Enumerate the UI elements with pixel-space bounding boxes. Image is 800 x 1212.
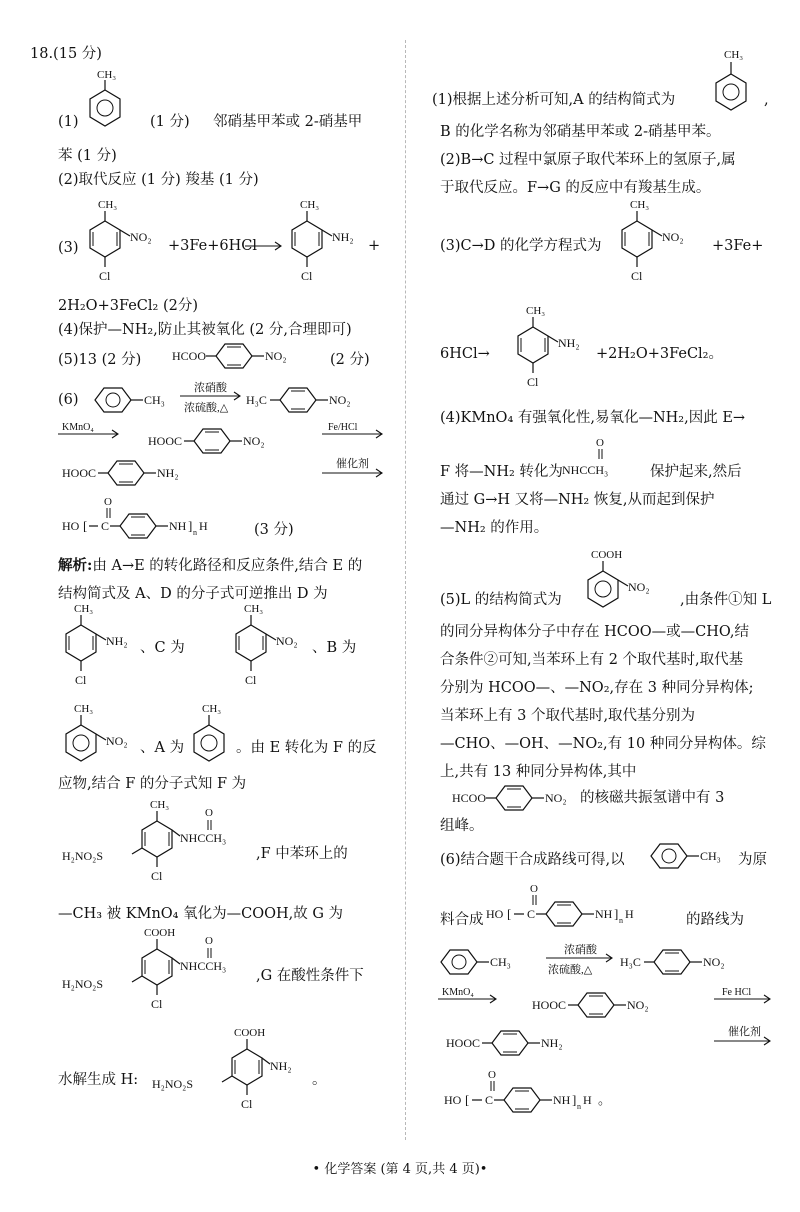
svg-text:Cl: Cl xyxy=(151,869,163,883)
compound-l-structure xyxy=(578,546,688,621)
svg-text:COOH: COOH xyxy=(591,549,623,561)
analysis-line-4: 应物,结合 F 的分子式知 F 为 xyxy=(58,776,247,792)
synthesis-route-left xyxy=(60,378,390,558)
svg-text:NH: NH xyxy=(595,907,613,921)
compound-f-analysis xyxy=(62,796,262,896)
right-r14: 分别为 HCOO—、—NO₂,存在 3 种同分异构体; xyxy=(440,680,754,696)
right-r4: 于取代反应。F→G 的反应中有羧基生成。 xyxy=(440,180,711,196)
svg-text:NH₂: NH₂ xyxy=(270,1059,292,1073)
svg-text:NH₂: NH₂ xyxy=(558,336,580,350)
answer-2: (2)取代反应 (1 分) 羧基 (1 分) xyxy=(58,172,259,188)
answer-3-label: (3) xyxy=(58,240,79,256)
svg-text:NH₂: NH₂ xyxy=(157,466,179,480)
acetamide-group xyxy=(562,434,652,484)
svg-text:CH₃: CH₃ xyxy=(630,199,650,211)
analysis-line-8: 水解生成 H: xyxy=(58,1072,139,1088)
svg-text:NH: NH xyxy=(169,519,187,533)
svg-text:Cl: Cl xyxy=(245,673,257,687)
answer-1-label: (1) xyxy=(58,114,79,130)
synthesis-route-right xyxy=(436,940,776,1120)
svg-text:HO: HO xyxy=(486,907,504,921)
svg-text:O: O xyxy=(205,807,213,819)
svg-text:NHCCH₃: NHCCH₃ xyxy=(562,463,609,477)
polymer-right xyxy=(486,880,646,930)
svg-text:CH₃: CH₃ xyxy=(490,955,511,969)
svg-text:H₃C: H₃C xyxy=(620,955,641,969)
analysis-line-8-end: 。 xyxy=(312,1072,327,1088)
svg-text:NO₂: NO₂ xyxy=(265,349,287,363)
analysis-line-6: —CH₃ 被 KMnO₄ 氧化为—COOH,故 G 为 xyxy=(58,906,344,922)
svg-text:]: ] xyxy=(572,1092,577,1107)
svg-text:NO₂: NO₂ xyxy=(662,230,684,244)
svg-text:O: O xyxy=(488,1069,496,1081)
svg-text:n: n xyxy=(619,916,623,925)
right-r2: B 的化学名称为邻硝基甲苯或 2-硝基甲苯。 xyxy=(440,124,721,140)
column-divider xyxy=(405,40,406,1140)
analysis-line-1 xyxy=(58,556,362,576)
svg-text:HO: HO xyxy=(62,519,80,533)
right-r17: 上,共有 13 种同分异构体,其中 xyxy=(440,764,637,780)
right-r5: (3)C→D 的化学方程式为 xyxy=(440,238,602,254)
right-r12: 的同分异构体分子中存在 HCOO—或—CHO,结 xyxy=(440,624,750,640)
svg-text:催化剂: 催化剂 xyxy=(728,1026,761,1038)
hcoo-nitrobenzene-structure xyxy=(172,340,332,380)
analysis-line-5: ,F 中苯环上的 xyxy=(256,846,348,862)
svg-text:Cl: Cl xyxy=(241,1097,253,1111)
svg-text:NO₂: NO₂ xyxy=(243,434,265,448)
svg-text:CH₃: CH₃ xyxy=(98,199,118,211)
svg-text:NO₂: NO₂ xyxy=(545,791,567,805)
svg-text:KMnO₄: KMnO₄ xyxy=(442,987,474,998)
svg-text:Fe/HCl: Fe/HCl xyxy=(328,422,358,433)
svg-text:CH₃: CH₃ xyxy=(526,305,546,317)
answer-6-score: (3 分) xyxy=(254,522,294,538)
svg-text:C: C xyxy=(485,1093,494,1107)
answer-5-score: (2 分) xyxy=(330,352,370,368)
svg-text:浓硝酸: 浓硝酸 xyxy=(194,382,227,394)
compound-h-analysis xyxy=(152,1024,332,1124)
svg-text:NO₂: NO₂ xyxy=(276,634,298,648)
compound-c-right xyxy=(612,196,702,296)
svg-text:浓硫酸,△: 浓硫酸,△ xyxy=(548,964,593,976)
compound-d-analysis xyxy=(56,600,146,700)
svg-text:H: H xyxy=(625,907,634,921)
svg-text:CH₃: CH₃ xyxy=(700,849,721,863)
right-r8-end: 保护起来,然后 xyxy=(650,464,742,480)
svg-text:[: [ xyxy=(83,518,88,533)
svg-text:CH₃: CH₃ xyxy=(300,199,320,211)
svg-text:NH₂: NH₂ xyxy=(541,1036,563,1050)
right-r15: 当苯环上有 3 个取代基时,取代基分别为 xyxy=(440,708,696,724)
compound-d-right xyxy=(508,302,598,402)
svg-text:NH₂: NH₂ xyxy=(106,634,128,648)
svg-text:Cl: Cl xyxy=(151,997,163,1011)
right-r20: (6)结合题干合成路线可得,以 xyxy=(440,852,625,868)
answer-4: (4)保护—NH₂,防止其被氧化 (2 分,合理即可) xyxy=(58,322,352,338)
svg-text:H₃C: H₃C xyxy=(246,393,267,407)
toluene-right xyxy=(706,44,766,114)
svg-text:NHCCH₃: NHCCH₃ xyxy=(180,959,227,973)
right-r20-end: 为原 xyxy=(738,852,767,868)
answer-3-reagents: +3Fe+6HCl xyxy=(168,238,257,254)
svg-text:NO₂: NO₂ xyxy=(106,734,128,748)
svg-text:[: [ xyxy=(465,1092,470,1107)
reaction-arrow xyxy=(245,240,285,252)
svg-text:NHCCH₃: NHCCH₃ xyxy=(180,831,227,845)
svg-text:CH₃: CH₃ xyxy=(150,799,170,811)
toluene-structure xyxy=(80,70,130,140)
svg-text:HOOC: HOOC xyxy=(446,1036,481,1050)
compound-g-analysis xyxy=(62,924,262,1024)
svg-text:KMnO₄: KMnO₄ xyxy=(62,422,94,433)
page-footer: • 化学答案 (第 4 页,共 4 页)• xyxy=(312,1162,488,1177)
svg-text:O: O xyxy=(530,883,538,895)
analysis-l1: 由 A→E 的转化路径和反应条件,结合 E 的 xyxy=(92,558,363,574)
answer-5-num: (5)13 (2 分) xyxy=(58,352,142,368)
question-number: 18.(15 分) xyxy=(30,46,102,62)
answer-3-tail: 2H₂O+3FeCl₂ (2分) xyxy=(58,298,198,314)
svg-text:NO₂: NO₂ xyxy=(627,998,649,1012)
svg-text:[: [ xyxy=(507,906,512,921)
svg-text:]: ] xyxy=(614,906,619,921)
svg-text:HCOO: HCOO xyxy=(172,349,207,363)
svg-text:n: n xyxy=(193,528,197,537)
svg-text:H₂NO₂S: H₂NO₂S xyxy=(62,977,104,991)
svg-text:CH₃: CH₃ xyxy=(244,603,264,615)
right-r11-end: ,由条件①知 L xyxy=(680,592,772,608)
svg-text:H₂NO₂S: H₂NO₂S xyxy=(62,849,104,863)
right-r11: (5)L 的结构简式为 xyxy=(440,592,562,608)
answer-1-score: (1 分) xyxy=(150,114,190,130)
svg-text:CH₃: CH₃ xyxy=(202,703,222,715)
answer-6-label: (6) xyxy=(58,392,79,408)
answer-1-text: 邻硝基甲苯或 2-硝基甲 xyxy=(213,114,363,130)
svg-text:Cl: Cl xyxy=(99,269,111,283)
answer-3-plus: + xyxy=(368,238,381,254)
svg-text:Cl: Cl xyxy=(631,269,643,283)
right-r7: (4)KMnO₄ 有强氧化性,易氧化—NH₂,因此 E→ xyxy=(440,410,746,426)
svg-text:Cl: Cl xyxy=(301,269,313,283)
compound-d-structure xyxy=(282,196,372,296)
svg-text:CH₃: CH₃ xyxy=(144,393,165,407)
svg-text:HO: HO xyxy=(444,1093,462,1107)
svg-text:O: O xyxy=(205,935,213,947)
right-r6: 6HCl→ xyxy=(440,346,490,362)
right-r13: 合条件②可知,当苯环上有 2 个取代基时,取代基 xyxy=(440,652,744,668)
svg-text:NO₂: NO₂ xyxy=(329,393,351,407)
analysis-c-label: 、C 为 xyxy=(140,640,185,656)
svg-text:NH₂: NH₂ xyxy=(332,230,354,244)
analysis-a-label: 、A 为 xyxy=(140,740,185,756)
svg-text:Fe HCl: Fe HCl xyxy=(722,987,752,998)
svg-text:C: C xyxy=(101,519,110,533)
svg-text:Cl: Cl xyxy=(75,673,87,687)
right-r18-end: 的核磁共振氢谱中有 3 xyxy=(580,790,725,806)
svg-text:CH₃: CH₃ xyxy=(724,49,744,61)
svg-text:C: C xyxy=(527,907,536,921)
compound-b-analysis xyxy=(56,700,146,770)
analysis-line-7: ,G 在酸性条件下 xyxy=(256,968,364,984)
right-r9: 通过 G→H 又将—NH₂ 恢复,从而起到保护 xyxy=(440,492,715,508)
right-r1: (1)根据上述分析可知,A 的结构简式为 xyxy=(432,92,676,108)
svg-text:催化剂: 催化剂 xyxy=(336,458,369,470)
right-r19: 组峰。 xyxy=(440,818,484,834)
svg-text:浓硝酸: 浓硝酸 xyxy=(564,944,597,956)
svg-text:COOH: COOH xyxy=(234,1027,266,1039)
svg-text:O: O xyxy=(596,437,604,449)
svg-text:Cl: Cl xyxy=(527,375,539,389)
right-r5-end: +3Fe+ xyxy=(712,238,764,254)
analysis-line-3: 。由 E 转化为 F 的反 xyxy=(236,740,377,756)
ch3-label: CH₃ xyxy=(97,69,117,81)
right-r8: F 将—NH₂ 转化为 xyxy=(440,464,563,480)
right-r6-end: +2H₂O+3FeCl₂。 xyxy=(596,346,723,362)
svg-text:NO₂: NO₂ xyxy=(628,580,650,594)
svg-text:HOOC: HOOC xyxy=(148,434,183,448)
right-r21: 料合成 xyxy=(440,912,484,928)
answer-1-text-cont: 苯 (1 分) xyxy=(58,148,117,164)
svg-text:H: H xyxy=(199,519,208,533)
compound-c-structure xyxy=(80,196,170,296)
right-r10: —NH₂ 的作用。 xyxy=(440,520,549,536)
right-r3: (2)B→C 过程中氯原子取代苯环上的氢原子,属 xyxy=(440,152,736,168)
svg-text:浓硫酸,△: 浓硫酸,△ xyxy=(184,402,229,414)
svg-text:H: H xyxy=(583,1093,592,1107)
svg-text:n: n xyxy=(577,1102,581,1111)
svg-text:HCOO: HCOO xyxy=(452,791,487,805)
svg-text:HOOC: HOOC xyxy=(62,466,97,480)
svg-text:]: ] xyxy=(188,518,193,533)
right-r16: —CHO、—OH、—NO₂,有 10 种同分异构体。综 xyxy=(440,736,766,752)
analysis-head: 解析: xyxy=(58,557,93,574)
svg-text:H₂NO₂S: H₂NO₂S xyxy=(152,1077,194,1091)
analysis-line-2: 结构简式及 A、D 的分子式可逆推出 D 为 xyxy=(58,586,328,602)
right-r1-end: , xyxy=(764,92,769,108)
svg-text:CH₃: CH₃ xyxy=(74,703,94,715)
svg-text:NO₂: NO₂ xyxy=(703,955,725,969)
toluene-horizontal-right xyxy=(646,840,746,876)
compound-c-analysis xyxy=(226,600,316,700)
svg-text:NH: NH xyxy=(553,1093,571,1107)
svg-text:HOOC: HOOC xyxy=(532,998,567,1012)
svg-text:O: O xyxy=(104,496,112,508)
analysis-b-label: 、B 为 xyxy=(312,640,357,656)
svg-text:CH₃: CH₃ xyxy=(74,603,94,615)
svg-text:。: 。 xyxy=(598,1092,612,1107)
svg-text:COOH: COOH xyxy=(144,927,176,939)
compound-a-analysis xyxy=(184,700,244,770)
svg-text:NO₂: NO₂ xyxy=(130,230,152,244)
right-r21-end: 的路线为 xyxy=(686,912,744,928)
